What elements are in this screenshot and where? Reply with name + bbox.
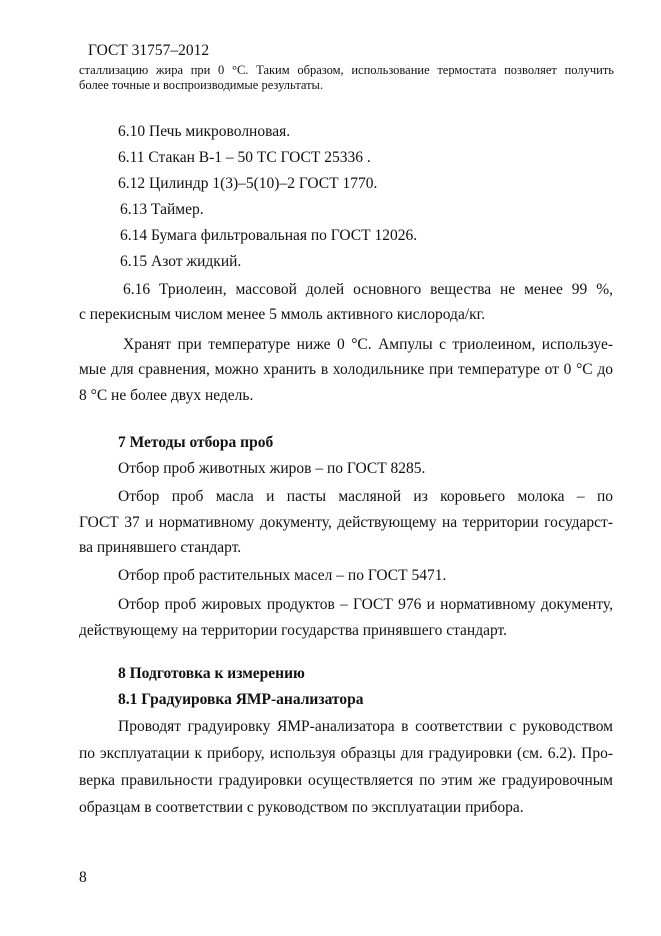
storage-line-2: мые для сравнения, можно хранить в холодильнике при температуре от 0 °С до — [79, 361, 613, 378]
section-7-para-3: Отбор проб растительных масел – по ГОСТ 5471. — [118, 567, 447, 584]
section-8-para-line-4: образцам в соответствии с руководством по эксплуатации прибора. — [79, 799, 524, 816]
item-6-10: 6.10 Печь микроволновая. — [118, 123, 291, 140]
section-8-1-subheading: 8.1 Градуировка ЯМР-анализатора — [118, 691, 364, 708]
section-7-para-4-line-1: Отбор проб жировых продуктов – ГОСТ 976 и нормативному документу, — [118, 596, 613, 613]
continuation-line-2: более точные и воспроизводимые результаты. — [79, 78, 324, 92]
continuation-line-1: сталлизацию жира при 0 °С. Таким образом, использование термостата позволяет получить — [79, 63, 614, 77]
item-6-16-line-2: с перекисным числом менее 5 ммоль активного кислорода/кг. — [79, 306, 486, 323]
page-number: 8 — [79, 869, 87, 886]
section-8-para-line-1: Проводят градуировку ЯМР-анализатора в соответствии с руководством — [118, 718, 613, 735]
section-7-para-2-line-3: ва принявшего стандарт. — [79, 539, 242, 556]
storage-line-3: 8 °С не более двух недель. — [79, 387, 254, 404]
item-6-14: 6.14 Бумага фильтровальная по ГОСТ 12026. — [120, 227, 418, 244]
item-6-15: 6.15 Азот жидкий. — [120, 253, 242, 270]
section-8-heading: 8 Подготовка к измерению — [118, 665, 305, 682]
section-7-para-2-line-2: ГОСТ 37 и нормативному документу, действующему на территории государст- — [79, 514, 613, 531]
section-7-para-1: Отбор проб животных жиров – по ГОСТ 8285. — [118, 460, 426, 477]
item-6-16-line-1: 6.16 Триолеин, массовой долей основного вещества не менее 99 %, — [123, 281, 613, 298]
section-7-para-2-line-1: Отбор проб масла и пасты масляной из коровьего молока – по — [118, 488, 613, 505]
section-7-heading: 7 Методы отбора проб — [118, 434, 274, 451]
section-7-para-4-line-2: действующему на территории государства принявшего стандарт. — [79, 622, 508, 639]
item-6-13: 6.13 Таймер. — [120, 201, 204, 218]
section-8-para-line-3: верка правильности градуировки осуществляется по этим же градуировочным — [79, 772, 613, 789]
item-6-12: 6.12 Цилиндр 1(3)–5(10)–2 ГОСТ 1770. — [118, 175, 378, 192]
standard-header: ГОСТ 31757–2012 — [88, 42, 210, 59]
section-8-para-line-2: по эксплуатации к прибору, используя образцы для градуировки (см. 6.2). Про- — [79, 745, 613, 762]
item-6-11: 6.11 Стакан В-1 – 50 ТС ГОСТ 25336 . — [118, 149, 371, 166]
storage-line-1: Хранят при температуре ниже 0 °С. Ампулы с триолеином, используе- — [123, 336, 613, 353]
